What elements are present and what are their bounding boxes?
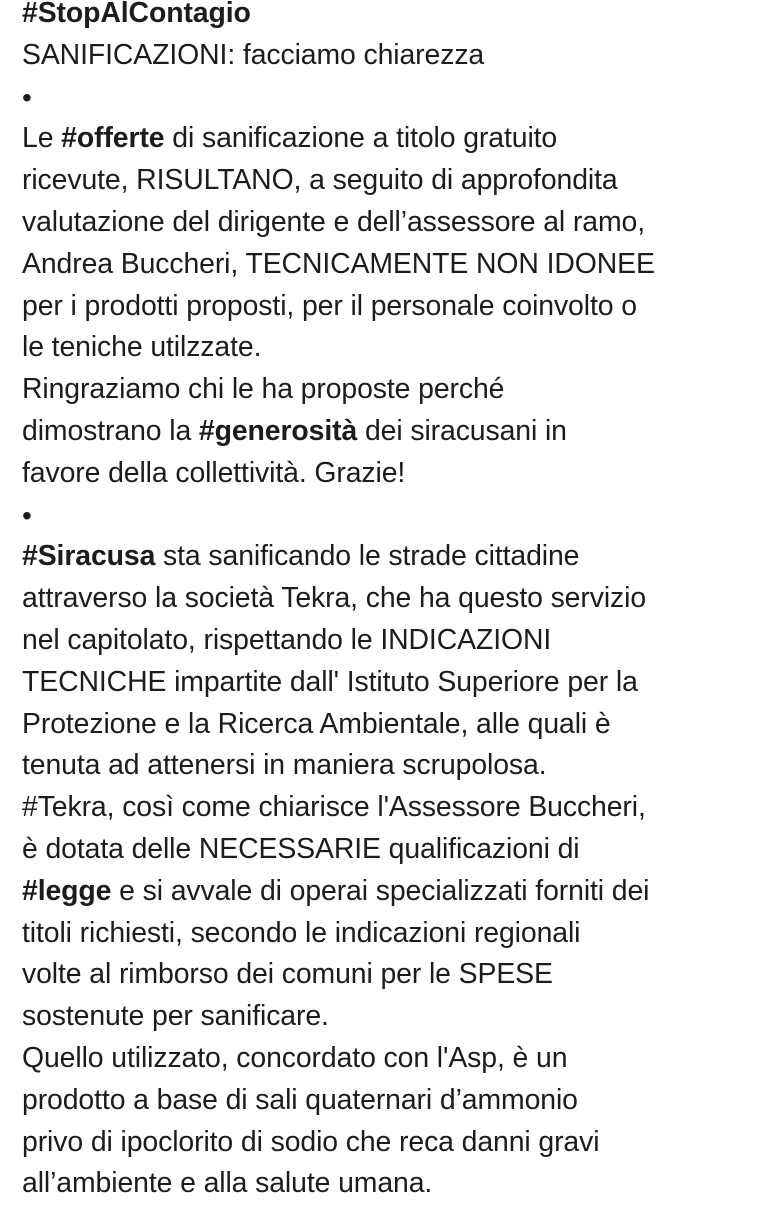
paragraph-1-line-1 (22, 118, 762, 160)
paragraph-1-line-6: le teniche utilzzate. (22, 331, 262, 364)
paragraph-1-line-7: Ringraziamo chi le ha proposte perché (22, 373, 505, 406)
paragraph-2-line-13: Quello utilizzato, concordato con l'Asp, è un (22, 1041, 568, 1074)
paragraph-2-line-5: Protezione e la Ricerca Ambientale, alle quali è (22, 707, 611, 740)
hashtag-offerte[interactable]: #offerte (61, 122, 165, 155)
text: e si avvale di operai specializzati forniti dei (111, 874, 650, 907)
paragraph-2-line-15: privo di ipoclorito di sodio che reca danni gravi (22, 1125, 600, 1158)
paragraph-2-line-9 (22, 871, 762, 913)
paragraph-1-line-4: Andrea Buccheri, TECNICAMENTE NON IDONEE (22, 247, 655, 280)
paragraph-2-line-11: volte al rimborso dei comuni per le SPESE (22, 958, 553, 991)
hashtag-legge[interactable]: #legge (22, 874, 112, 907)
paragraph-1-line-2: ricevute, RISULTANO, a seguito di approfondita (22, 164, 618, 197)
bullet-separator: • (22, 499, 32, 531)
paragraph-2-line-14: prodotto a base di sali quaternari d’ammonio (22, 1083, 578, 1116)
text: Le (22, 122, 62, 155)
paragraph-2-line-1 (22, 536, 762, 578)
hashtag-generosita[interactable]: #generosità (198, 414, 358, 447)
paragraph-2-line-2: attraverso la società Tekra, che ha questo servizio (22, 582, 647, 615)
text: di sanificazione a titolo gratuito (164, 122, 558, 155)
hashtag-siracusa[interactable]: #Siracusa (22, 540, 156, 573)
paragraph-1-line-5: per i prodotti proposti, per il personale coinvolto o (22, 289, 637, 322)
post-subtitle: SANIFICAZIONI: facciamo chiarezza (22, 38, 485, 71)
text: dimostrano la (22, 414, 199, 447)
paragraph-2-line-4: TECNICHE impartite dall' Istituto Superiore per la (22, 665, 638, 698)
text: sta sanificando le strade cittadine (155, 540, 580, 573)
paragraph-1-line-8 (22, 411, 762, 453)
paragraph-1-line-3: valutazione del dirigente e dell’assessore al ramo, (22, 205, 646, 238)
paragraph-2-line-10: titoli richiesti, secondo le indicazioni regionali (22, 916, 581, 949)
paragraph-2-line-7: #Tekra, così come chiarisce l'Assessore Buccheri, (22, 791, 646, 824)
text: dei siracusani in (357, 414, 567, 447)
post-hashtag-title[interactable]: #StopAlContagio (22, 0, 251, 29)
paragraph-1-line-9: favore della collettività. Grazie! (22, 456, 406, 489)
paragraph-2-line-12: sostenute per sanificare. (22, 1000, 329, 1033)
paragraph-2-line-6: tenuta ad attenersi in maniera scrupolosa. (22, 749, 547, 782)
paragraph-2-line-3: nel capitolato, rispettando le INDICAZIONI (22, 623, 552, 656)
bullet-separator: • (22, 81, 32, 113)
paragraph-2-line-16: all’ambiente e alla salute umana. (22, 1167, 433, 1200)
paragraph-2-line-8: è dotata delle NECESSARIE qualificazioni di (22, 832, 580, 865)
